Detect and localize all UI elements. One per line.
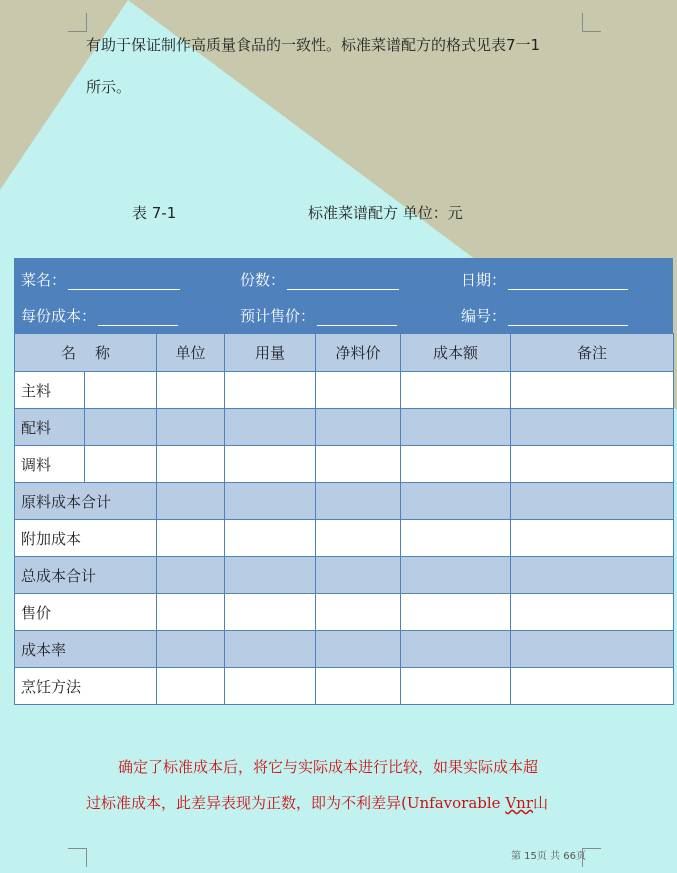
table-cell[interactable]	[401, 483, 511, 520]
table-cell[interactable]	[511, 483, 674, 520]
row-label-cost-rate: 成本率	[15, 631, 157, 668]
table-cell[interactable]	[157, 557, 225, 594]
body-text-latin: Unfavorable	[406, 794, 506, 812]
table-cell[interactable]	[225, 631, 316, 668]
code-blank	[508, 309, 628, 326]
table-header-row	[15, 334, 674, 372]
code-field	[461, 305, 628, 326]
table-row	[15, 557, 674, 594]
row-label-seasoning: 调料	[15, 446, 85, 483]
dish-name-label: 菜名：	[21, 271, 67, 289]
date-label: 日期：	[461, 271, 507, 289]
table-caption-number: 表 7-1	[132, 204, 177, 222]
table-cell[interactable]	[316, 520, 401, 557]
table-cell[interactable]	[316, 372, 401, 409]
table-cell[interactable]	[511, 631, 674, 668]
planned-price-field	[240, 305, 397, 326]
crop-mark-bottom-left	[68, 848, 87, 867]
table-cell[interactable]	[511, 446, 674, 483]
code-label: 编号：	[461, 307, 507, 325]
col-header-net-price: 净料价	[316, 334, 401, 372]
table-cell[interactable]	[85, 409, 157, 446]
table-cell[interactable]	[157, 631, 225, 668]
row-label-raw-total: 原料成本合计	[15, 483, 157, 520]
form-header	[14, 258, 673, 333]
table-row	[15, 372, 674, 409]
col-header-quantity: 用量	[225, 334, 316, 372]
row-label-secondary: 配料	[15, 409, 85, 446]
table-cell[interactable]	[316, 594, 401, 631]
table-cell[interactable]	[511, 409, 674, 446]
table-cell[interactable]	[401, 557, 511, 594]
page-number: 第 15页 共 66页	[511, 851, 586, 862]
table-caption-title: 标准菜谱配方 单位：元	[308, 204, 463, 222]
table-row	[15, 409, 674, 446]
row-label-extra-cost: 附加成本	[15, 520, 157, 557]
dish-name-field	[21, 269, 180, 290]
table-cell[interactable]	[316, 668, 401, 705]
table-cell[interactable]	[401, 594, 511, 631]
portions-blank	[287, 273, 399, 290]
table-cell[interactable]	[316, 409, 401, 446]
table-cell[interactable]	[157, 668, 225, 705]
cost-per-portion-label: 每份成本：	[21, 307, 97, 325]
col-header-cost-amount: 成本额	[401, 334, 511, 372]
table-cell[interactable]	[401, 409, 511, 446]
crop-mark-top-right	[582, 13, 601, 32]
row-label-cooking-method: 烹饪方法	[15, 668, 157, 705]
table-cell[interactable]	[85, 446, 157, 483]
table-row	[15, 483, 674, 520]
planned-price-blank	[317, 309, 397, 326]
body-text-chinese: 过标准成本，此差异表现为正数，即为不利差异(	[86, 794, 407, 812]
table-cell[interactable]	[316, 557, 401, 594]
row-label-total-cost: 总成本合计	[15, 557, 157, 594]
cost-per-portion-field	[21, 305, 178, 326]
table-cell[interactable]	[316, 483, 401, 520]
table-cell[interactable]	[225, 409, 316, 446]
table-cell[interactable]	[225, 446, 316, 483]
table-cell[interactable]	[225, 483, 316, 520]
table-cell[interactable]	[401, 668, 511, 705]
row-label-price: 售价	[15, 594, 157, 631]
table-cell[interactable]	[511, 520, 674, 557]
planned-price-label: 预计售价：	[240, 307, 316, 325]
table-cell[interactable]	[511, 668, 674, 705]
table-cell[interactable]	[225, 594, 316, 631]
table-cell[interactable]	[157, 594, 225, 631]
table-cell[interactable]	[401, 372, 511, 409]
body-paragraph-line-2	[86, 792, 548, 813]
body-text-end: 山	[533, 794, 549, 812]
col-header-unit: 单位	[157, 334, 225, 372]
portions-label: 份数：	[240, 271, 286, 289]
dish-name-blank	[68, 273, 180, 290]
table-row	[15, 446, 674, 483]
col-header-remarks: 备注	[511, 334, 674, 372]
cost-per-portion-blank	[98, 309, 178, 326]
table-cell[interactable]	[225, 557, 316, 594]
recipe-table	[14, 333, 674, 705]
table-cell[interactable]	[225, 372, 316, 409]
crop-mark-top-left	[68, 13, 87, 32]
intro-line-1: 有助于保证制作高质量食品的一致性。标准菜谱配方的格式见表7一1	[86, 36, 541, 54]
table-cell[interactable]	[511, 372, 674, 409]
table-cell[interactable]	[225, 520, 316, 557]
spelling-error-word: Vnr	[505, 794, 533, 812]
table-cell[interactable]	[157, 446, 225, 483]
table-cell[interactable]	[511, 594, 674, 631]
table-row	[15, 631, 674, 668]
body-paragraph-line-1: 确定了标准成本后，将它与实际成本进行比较，如果实际成本超	[118, 758, 539, 776]
table-cell[interactable]	[225, 668, 316, 705]
table-cell[interactable]	[401, 446, 511, 483]
table-cell[interactable]	[157, 520, 225, 557]
table-row	[15, 594, 674, 631]
portions-field	[240, 269, 399, 290]
intro-line-2: 所示。	[86, 78, 132, 96]
table-cell[interactable]	[316, 446, 401, 483]
table-cell[interactable]	[401, 520, 511, 557]
date-blank	[508, 273, 628, 290]
table-cell[interactable]	[401, 631, 511, 668]
table-cell[interactable]	[316, 631, 401, 668]
row-label-main: 主料	[15, 372, 85, 409]
date-field	[461, 269, 628, 290]
table-cell[interactable]	[511, 557, 674, 594]
col-header-name: 名 称	[15, 334, 157, 372]
standard-recipe-form	[14, 258, 673, 705]
table-row	[15, 520, 674, 557]
table-row	[15, 668, 674, 705]
table-cell[interactable]	[85, 372, 157, 409]
table-cell[interactable]	[157, 409, 225, 446]
table-cell[interactable]	[157, 483, 225, 520]
table-cell[interactable]	[157, 372, 225, 409]
